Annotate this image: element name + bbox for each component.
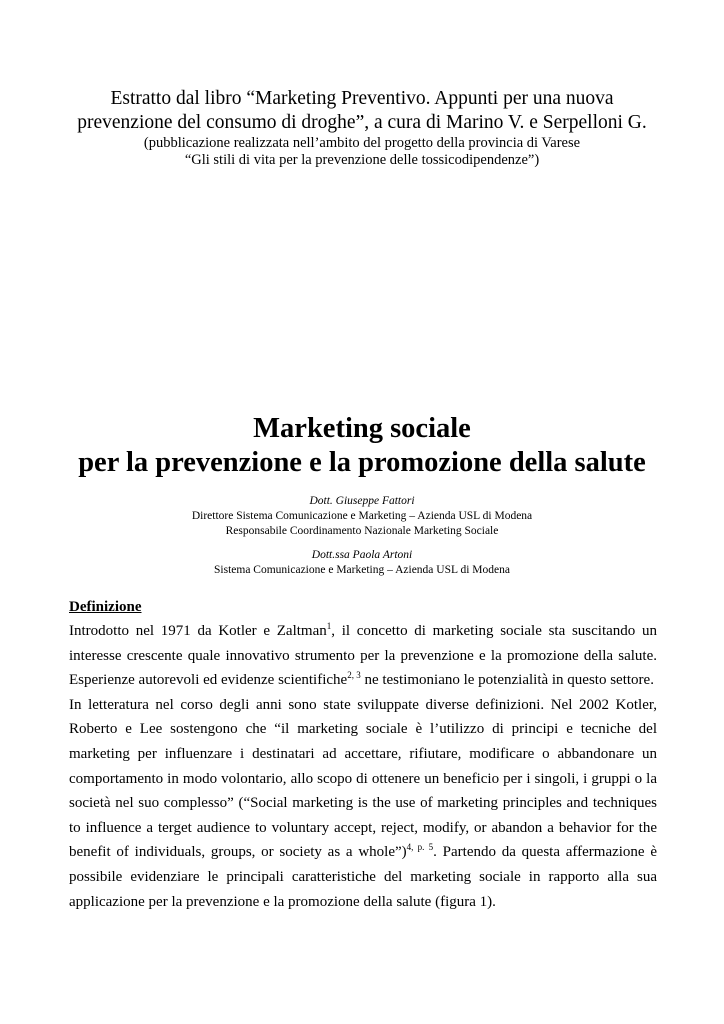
body-content <box>69 598 657 914</box>
footnote-ref-2-3: 2, 3 <box>347 670 361 681</box>
header-line-4: “Gli stili di vita per la prevenzione delle tossicodipendenze”) <box>184 152 540 168</box>
footnote-ref-4: 4, p. 5 <box>406 842 434 853</box>
document-title <box>20 412 704 480</box>
author-1-name: Dott. Giuseppe Fattori <box>309 495 415 507</box>
paragraph-2 <box>69 693 657 914</box>
author-2-role-1: Sistema Comunicazione e Marketing – Azienda USL di Modena <box>214 564 510 576</box>
author-1-role-1: Direttore Sistema Comunicazione e Marketing – Azienda USL di Modena <box>191 510 533 522</box>
paragraph-1-text-b: , il concetto di marketing sociale sta suscitando un interesse crescente quale innovativo strumento per la prevenzione e la promozione della salute. Esperienze autorevoli ed evidenze scientifiche <box>69 623 657 689</box>
author-1-role-2: Responsabile Coordinamento Nazionale Marketing Sociale <box>225 525 499 537</box>
title-line-1: Marketing sociale <box>253 413 471 444</box>
header-line-2: prevenzione del consumo di droghe”, a cura di Marino V. e Serpelloni G. <box>77 112 647 133</box>
authors-block <box>40 494 684 578</box>
title-line-2: per la prevenzione e la promozione della salute <box>78 447 646 478</box>
paragraph-2-text-b: . Partendo da questa affermazione è possibile evidenziare le principali caratteristiche del marketing sociale in rapporto alla sua applicazione per la prevenzione e la promozione della salute (figura 1). <box>69 844 658 910</box>
paragraph-2-text-a: In letteratura nel corso degli anni sono state sviluppate diverse definizioni. Nel 2002 Kotler, Roberto e Lee sostengono che “il marketing sociale è l’utilizzo di principi e tecniche del marketing per influenzare i destinatari ad accettare, rifiutare, modificare o abbandonare un comportamento in modo volontario, allo scopo di ottenere un beneficio per i singoli, i gruppi o la società nel suo complesso” (“Social marketing is the use of marketing principles and techniques to influence a terget audience to voluntary accept, reject, modify, or abandon a behavior for the benefit of individuals, groups, or society as a whole”) <box>69 696 657 861</box>
header-line-3: (pubblicazione realizzata nell’ambito del progetto della provincia di Varese <box>143 135 581 151</box>
paragraph-1-text-a: Introdotto nel 1971 da Kotler e Zaltman <box>69 623 327 639</box>
section-heading: Definizione <box>69 599 142 615</box>
paragraph-1 <box>69 619 657 693</box>
paragraph-1-text-c: ne testimoniano le potenzialità in questo settore. <box>360 672 654 689</box>
author-2-name: Dott.ssa Paola Artoni <box>311 549 413 561</box>
book-excerpt-header <box>40 87 684 169</box>
footnote-ref-1: 1 <box>326 621 332 631</box>
header-line-1: Estratto dal libro “Marketing Preventivo. Appunti per una nuova <box>110 88 614 109</box>
